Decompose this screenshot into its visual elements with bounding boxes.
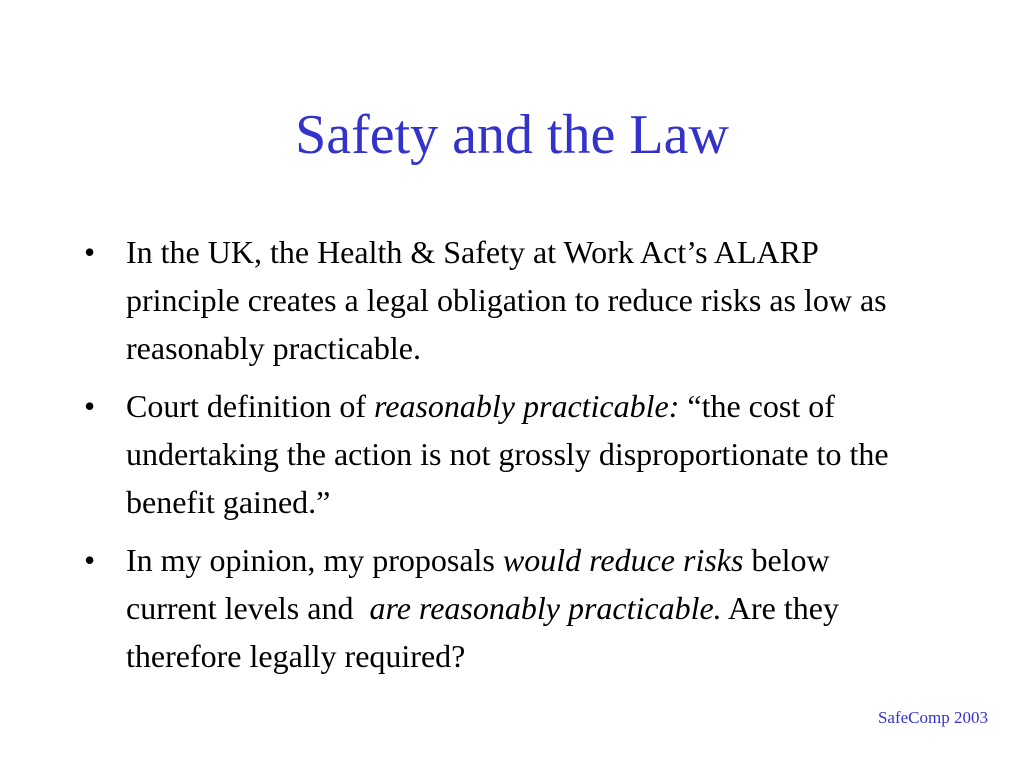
bullet-list [84, 228, 924, 690]
bullet-3-text-mid: below current levels and [126, 542, 838, 626]
bullet-3-emphasis-2: are reasonably practicable. [369, 590, 722, 626]
footer-label: SafeComp 2003 [877, 708, 988, 727]
bullet-3-text-post: Are they therefore legally required? [126, 590, 839, 674]
bullet-item-3 [84, 536, 924, 680]
bullet-marker: • [84, 388, 96, 424]
bullet-3-emphasis-1: would reduce risks [502, 542, 744, 578]
bullet-marker: • [84, 542, 96, 578]
bullet-item-2 [84, 382, 924, 526]
slide-title: Safety and the Law [295, 104, 729, 166]
bullet-2-text-post: “the cost of undertaking the action is not grossly disproportionate to the benefit gained.” [126, 388, 889, 520]
bullet-2-text-pre: Court definition of [126, 388, 374, 424]
bullet-3-text-pre: In my opinion, my proposals [126, 542, 503, 578]
bullet-marker: • [84, 234, 96, 270]
bullet-2-emphasis: reasonably practicable: [373, 388, 680, 424]
bullet-item-1 [84, 228, 924, 372]
bullet-1-text: In the UK, the Health & Safety at Work Act’s ALARP principle creates a legal obligation to reduce risks as low as reasonably practicable. [126, 234, 887, 366]
